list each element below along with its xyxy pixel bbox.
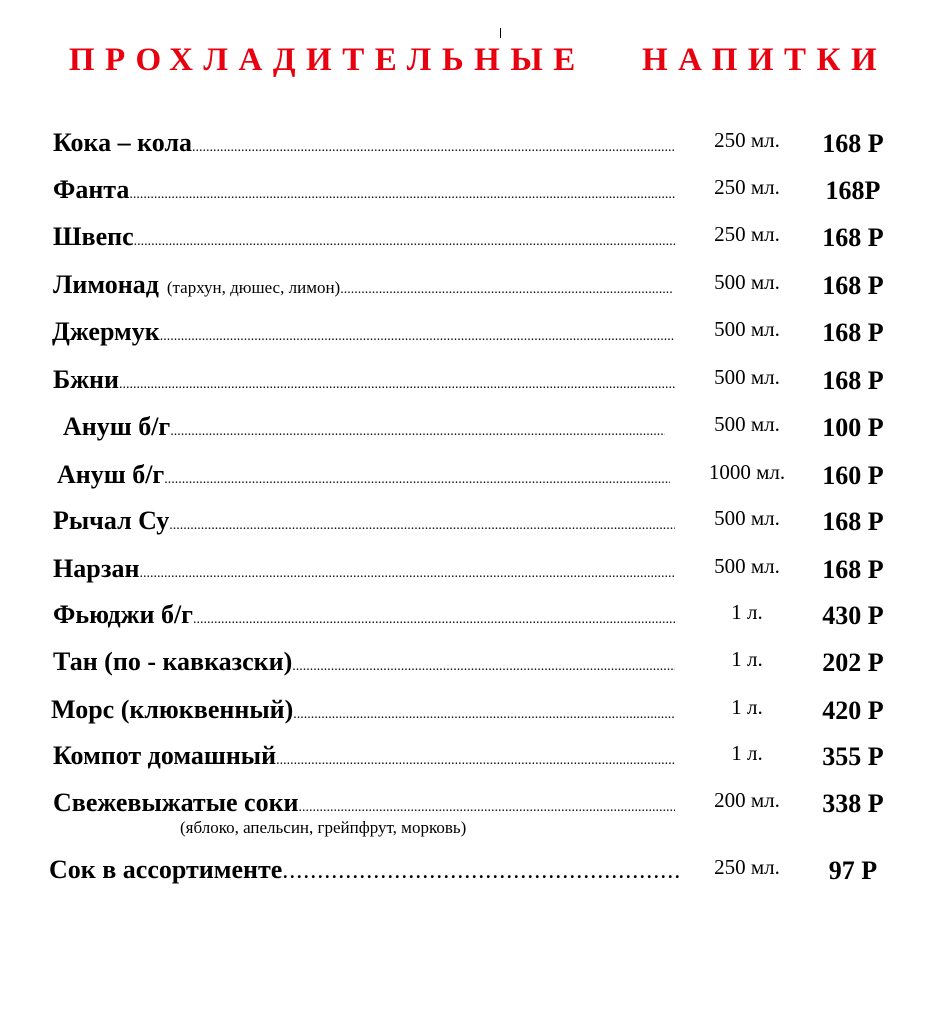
item-name-line	[53, 128, 675, 158]
item-volume: 500 мл.	[714, 412, 780, 436]
item-volume: 200 мл.	[714, 788, 780, 812]
item-name-line	[51, 695, 675, 725]
item-name-line	[57, 460, 670, 490]
menu-row	[0, 175, 948, 215]
menu-row	[0, 855, 948, 895]
item-name-line	[53, 741, 675, 771]
item-price: 168 Р	[822, 507, 884, 536]
dot-leader	[139, 566, 675, 582]
item-price: 168 Р	[822, 366, 884, 395]
menu-row	[0, 600, 948, 640]
dot-leader	[164, 472, 670, 488]
item-price: 430 Р	[822, 601, 884, 630]
dot-leader	[129, 187, 675, 203]
item-price: 168 Р	[822, 555, 884, 584]
item-price: 100 Р	[822, 413, 884, 442]
item-name-line	[53, 270, 672, 300]
item-name: Ануш б/г	[57, 460, 165, 489]
item-name: Сок в ассортименте	[49, 855, 283, 884]
item-name-line	[53, 506, 675, 536]
item-name: Лимонад	[53, 270, 159, 299]
item-volume: 500 мл.	[714, 317, 780, 341]
item-name: Ануш б/г	[63, 412, 171, 441]
menu-row	[0, 270, 948, 310]
item-note: (тархун, дюшес, лимон)	[166, 278, 341, 297]
item-price: 168 Р	[822, 129, 884, 158]
menu-row	[0, 460, 948, 500]
item-price: 202 Р	[822, 648, 884, 677]
item-name: Рычал Су	[53, 506, 170, 535]
dot-leader	[282, 858, 680, 885]
item-volume: 500 мл.	[714, 554, 780, 578]
item-price: 168 Р	[822, 318, 884, 347]
dot-leader	[119, 377, 675, 393]
top-tick-mark	[500, 28, 501, 38]
menu-row	[0, 365, 948, 405]
item-name: Кока – кола	[53, 128, 193, 157]
item-name: Джермук	[52, 317, 160, 346]
item-name: Компот домашный	[53, 741, 277, 770]
item-name-line	[53, 554, 675, 584]
menu-row	[0, 695, 948, 735]
item-name-line	[53, 175, 675, 205]
item-name: Тан (по - кавказски)	[53, 647, 293, 676]
item-name: Фанта	[53, 175, 130, 204]
item-volume: 500 мл.	[714, 365, 780, 389]
item-name: Швепс	[53, 222, 134, 251]
item-price: 355 Р	[822, 742, 884, 771]
dot-leader	[299, 800, 675, 816]
item-volume: 1 л.	[731, 695, 763, 719]
item-price: 168 Р	[822, 223, 884, 252]
dot-leader	[293, 707, 675, 723]
item-price: 97 Р	[828, 856, 878, 885]
item-name-line	[49, 855, 680, 885]
menu-row	[0, 647, 948, 687]
item-name: Свежевыжатые соки	[53, 788, 299, 817]
item-name: Фьюджи б/г	[53, 600, 193, 629]
item-volume: 250 мл.	[714, 175, 780, 199]
item-price: 420 Р	[822, 696, 884, 725]
item-volume: 250 мл.	[714, 222, 780, 246]
dot-leader	[292, 659, 675, 675]
item-price: 168 Р	[822, 271, 884, 300]
item-price: 338 Р	[822, 789, 884, 818]
dot-leader	[170, 424, 665, 440]
item-volume: 500 мл.	[714, 270, 780, 294]
item-name: Бжни	[53, 365, 120, 394]
dot-leader	[134, 234, 675, 250]
item-name: Нарзан	[53, 554, 140, 583]
dot-leader	[169, 518, 675, 534]
dot-leader	[160, 329, 675, 345]
item-name-line	[53, 365, 675, 395]
dot-leader	[193, 612, 675, 628]
menu-row	[0, 506, 948, 546]
menu-row	[0, 412, 948, 452]
menu-row	[0, 788, 948, 828]
page-title: ПРОХЛАДИТЕЛЬНЫЕ НАПИТКИ	[68, 42, 888, 78]
menu-row	[0, 554, 948, 594]
item-price: 168Р	[825, 176, 881, 205]
item-name-line	[53, 600, 675, 630]
menu-row	[0, 128, 948, 168]
dot-leader	[340, 282, 672, 298]
item-volume: 1 л.	[731, 600, 763, 624]
dot-leader	[276, 753, 675, 769]
item-name-line	[53, 222, 675, 252]
item-volume: 500 мл.	[714, 506, 780, 530]
item-name-line	[53, 788, 675, 818]
item-price: 160 Р	[822, 461, 884, 490]
menu-row	[0, 317, 948, 357]
item-volume: 1000 мл.	[708, 460, 786, 484]
item-volume: 250 мл.	[714, 855, 780, 879]
item-name-line	[63, 412, 665, 442]
item-name-line	[52, 317, 675, 347]
menu-row	[0, 222, 948, 262]
juice-subnote: (яблоко, апельсин, грейпфрут, морковь)	[180, 818, 467, 837]
item-volume: 1 л.	[731, 647, 763, 671]
menu-row	[0, 741, 948, 781]
item-volume: 1 л.	[731, 741, 763, 765]
item-name-line	[53, 647, 675, 677]
item-name: Морс (клюквенный)	[51, 695, 294, 724]
dot-leader	[192, 140, 675, 156]
item-volume: 250 мл.	[714, 128, 780, 152]
